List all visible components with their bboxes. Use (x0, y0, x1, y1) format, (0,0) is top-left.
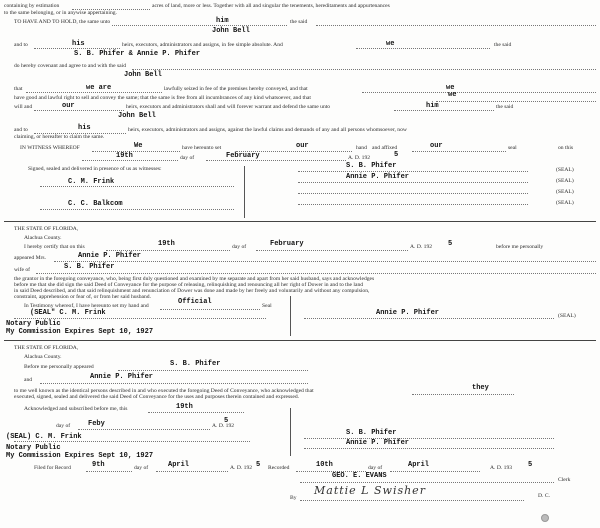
our-2: our (296, 142, 309, 150)
deed-line-tenements: acres of land, more or less. Together with all and singular the tenements, hereditaments and appurtenances (152, 3, 390, 9)
filed-ad: A. D. 192 (230, 465, 253, 471)
ack1-appeared: appeared Mrs. (14, 255, 46, 261)
recorded-day: 10th (316, 461, 333, 469)
the-said-2: the said (496, 104, 514, 110)
deed-day: 19th (116, 152, 133, 160)
grantor-signature-2: Annie P. Phifer (346, 173, 410, 181)
deed-month: February (226, 152, 260, 160)
grantors-names: S. B. Phifer & Annie P. Phifer (74, 50, 201, 58)
habendum-text: TO HAVE AND TO HOLD, the same unto (14, 19, 111, 25)
have-hereunto: have hereunto set (182, 145, 222, 151)
hand-label: hand (356, 145, 367, 151)
signed-sealed-text: Signed, sealed and delivered in presence of us as witnesses: (28, 166, 162, 172)
ack2-before: Before me personally appeared (24, 364, 94, 370)
witness-name-1: C. M. Frink (68, 178, 115, 186)
his-2: his (78, 124, 91, 132)
ack2-subscribed: Acknowledged and subscribed before me, this (24, 406, 128, 412)
ack1-state: THE STATE OF FLORIDA, (14, 226, 79, 232)
seal-label-3: (SEAL) (556, 189, 574, 195)
by-label: By (290, 495, 297, 501)
seal-label-4: (SEAL) (556, 200, 574, 206)
grantee-name-1: John Bell (212, 27, 250, 35)
ack1-ad: A. D. 192 (410, 244, 433, 250)
grantor-signature-1: S. B. Phifer (346, 162, 397, 170)
ack2-signer-1: S. B. Phifer (346, 429, 397, 437)
claiming-text: claiming, or hereafter to claim the same. (14, 134, 105, 140)
that-label: that (14, 86, 23, 92)
ack2-body-2: executed, signed, sealed and delivered the said Deed of Conveyance for the uses and purposes therein contained and expressed. (14, 394, 300, 400)
we-2: we (446, 84, 455, 92)
section-divider-1 (4, 221, 596, 222)
ack2-state: THE STATE OF FLORIDA, (14, 345, 79, 351)
recorded-ad: A. D. 193 (490, 465, 513, 471)
deputy-clerk-signature: Mattie L Swisher (314, 484, 426, 497)
filed-day: 9th (92, 461, 105, 469)
filed-day-of: day of (134, 465, 149, 471)
ack1-body-2: before me that she did sign the said Deed of Conveyance for the purpose of releasing, relinquishing and renouncing all her right of Dower in and to the land (14, 282, 364, 288)
ack1-notary-title: Notary Public (6, 320, 61, 328)
clerk-label: Clerk (558, 477, 571, 483)
ack1-body-3: in said Deed described, and that said relinquishment and renunciation of Dower was done and made by her freely and voluntarily and without any compulsion, (14, 288, 370, 294)
our-3: our (430, 142, 443, 150)
ack1-county: Alachua County. (24, 235, 62, 241)
ack2-and: and (24, 377, 33, 383)
ack1-day-of: day of (232, 244, 247, 250)
warrant-text: heirs, executors and administrators shall and will forever warrant and defend the same unto (126, 104, 331, 110)
his-1: his (72, 40, 85, 48)
ack1-testimony: In Testimony whereof, I have hereunto set my hand and (24, 303, 149, 309)
ack2-day-of: day of (56, 423, 71, 429)
clerk-name: GEO. E. EVANS (332, 472, 387, 480)
ack2-county: Alachua County. (24, 354, 62, 360)
ack2-name-2: Annie P. Phifer (90, 373, 154, 381)
day-of-1: day of (180, 155, 195, 161)
ack1-husband: S. B. Phifer (64, 263, 115, 271)
seal-label-1: (SEAL) (556, 167, 574, 173)
deed-year: 5 (394, 151, 399, 159)
ack1-certify: I hereby certify that on this (24, 244, 85, 250)
ack2-month: Feby (88, 420, 105, 428)
ack2-ad: A. D. 192 (212, 423, 235, 429)
heirs-assigns-text: heirs, executors, administrators and assigns, in fee simple absolute. And (122, 42, 283, 48)
ack1-name: Annie P. Phifer (78, 252, 142, 260)
filed-month: April (168, 461, 190, 469)
we-3: we (448, 91, 457, 99)
seized-text: lawfully seized in fee of the premises hereby conveyed, and that (164, 86, 308, 92)
ack2-signer-2: Annie P. Phifer (346, 439, 410, 447)
filed-label: Filed for Record (34, 465, 71, 471)
our-1: our (62, 102, 75, 110)
ack2-year: 5 (224, 417, 229, 425)
the-said-1: the said (494, 42, 512, 48)
ack2-notary-seal: (SEAL) C. M. Frink (6, 433, 82, 441)
ack1-wife-of: wife of (14, 267, 30, 273)
and-affixed: and affixed (372, 145, 398, 151)
on-this: on this (558, 145, 574, 151)
seal-label-2: (SEAL) (556, 178, 574, 184)
witness-text: IN WITNESS WHEREOF (20, 145, 80, 151)
claims-text: heirs, executors, administrators and assigns, against the lawful claims and demands of any and all persons whomsoever, now (128, 127, 407, 133)
ack1-notary-seal: (SEAL" C. M. Frink (30, 309, 106, 317)
ack2-commission: My Commission Expires Sept 10, 1927 (6, 452, 154, 460)
deed-line-appertaining: to the same belonging, or in anywise appertaining. (4, 10, 117, 16)
will-and-label: will and (14, 104, 33, 110)
deed-ad: A. D. 192 (348, 155, 371, 161)
recorded-year: 5 (528, 461, 533, 469)
and-to-label: and to (14, 42, 28, 48)
we-are: we are (86, 84, 112, 92)
recorded-month: April (408, 461, 430, 469)
ack1-signer: Annie P. Phifer (376, 309, 440, 317)
recorded-day-of: day of (368, 465, 383, 471)
ack1-day: 19th (158, 240, 175, 248)
ack1-month: February (270, 240, 304, 248)
ack1-before: before me personally (496, 244, 544, 250)
ack1-body-4: constraint, apprehension or fear of, or from her said husband. (14, 294, 152, 300)
habendum-the-said: the said (290, 19, 308, 25)
we-1: we (386, 40, 395, 48)
ack2-they: they (472, 384, 489, 392)
deputy-clerk-label: D. C. (538, 493, 550, 499)
seal-on: seal (508, 145, 517, 151)
ack1-seal-word: Seal (262, 303, 272, 309)
filed-year: 5 (256, 461, 261, 469)
ack1-official: Official (178, 298, 212, 306)
grantee-name-2: John Bell (124, 71, 162, 79)
ack2-body-1: to me well known as the identical persons described in and who executed the foregoing Deed of Conveyance, who acknowledged that (14, 388, 314, 394)
we-4: We (134, 142, 143, 150)
ack1-commission: My Commission Expires Sept 10, 1927 (6, 328, 154, 336)
covenant-text: do hereby covenant and agree to and with the said (14, 63, 126, 69)
witness-name-2: C. C. Balkcom (68, 200, 123, 208)
ack2-day: 19th (176, 403, 193, 411)
and-to-label-2: and to (14, 127, 28, 133)
section-divider-2 (4, 340, 596, 341)
ack1-year: 5 (448, 240, 453, 248)
ack1-body-1: the grantor in the foregoing conveyance, who, being first duly questioned and examined by me separate and apart from her said husband, says and acknowledges (14, 276, 375, 282)
ack2-notary-title: Notary Public (6, 444, 61, 452)
right-text: have good and lawful right to sell and convey the same; that the same is free from all incumbrances of any kind whatsoever, and that (14, 95, 311, 101)
him-2: him (426, 102, 439, 110)
recorded-label: Recorded (268, 465, 290, 471)
grantee-name-3: John Bell (118, 112, 156, 120)
deed-line-estimation: containing by estimation (4, 3, 60, 9)
habendum-him: him (216, 17, 229, 25)
ack1-seal-label: (SEAL) (558, 313, 576, 319)
binder-hole (541, 514, 549, 522)
ack2-name-1: S. B. Phifer (170, 360, 221, 368)
